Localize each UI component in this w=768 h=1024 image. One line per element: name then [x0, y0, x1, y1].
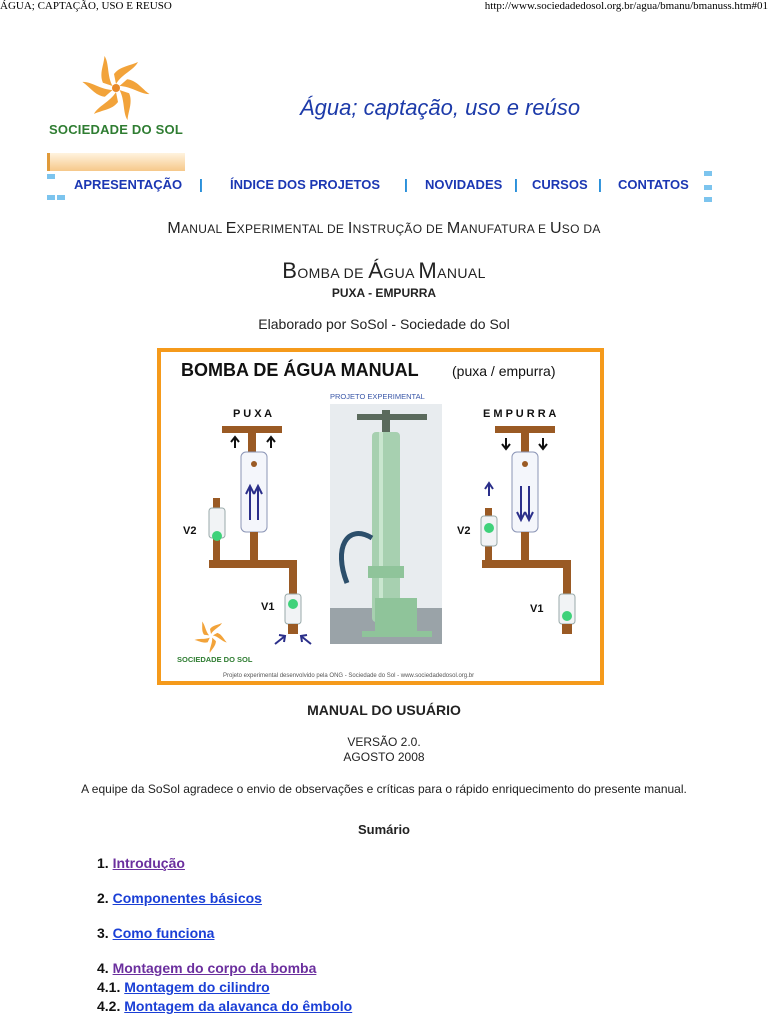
logo-text: SOCIEDADE DO SOL [49, 122, 183, 137]
nav-square-decoration [47, 174, 55, 179]
v2-label-right: V2 [457, 525, 471, 537]
nav-square-decoration [704, 171, 712, 176]
print-header-title: ÁGUA; CAPTAÇÃO, USO E REUSO [0, 0, 172, 12]
nav-cursos[interactable]: CURSOS [532, 177, 588, 192]
acknowledgement-text: A equipe da SoSol agradece o envio de observações e críticas para o rápido enriquecimento do presente manual. [81, 782, 687, 796]
nav-decoration [47, 153, 185, 171]
puxa-label: P U X A [233, 408, 273, 420]
main-nav [60, 177, 710, 195]
figure-title: BOMBA DE ÁGUA MANUAL [181, 360, 419, 380]
version-info [0, 735, 768, 765]
toc-link-montagem-corpo-bomba[interactable]: Montagem do corpo da bomba [112, 960, 317, 976]
sociedade-do-sol-logo[interactable] [46, 56, 186, 146]
print-header [0, 0, 768, 14]
toc-item: 3. Como funciona [97, 925, 215, 941]
figure-title-suffix: (puxa / empurra) [452, 363, 556, 379]
nav-apresentacao[interactable]: APRESENTAÇÃO [74, 177, 183, 192]
v1-label-right: V1 [530, 603, 544, 615]
version-date: AGOSTO 2008 [343, 750, 425, 764]
nav-novidades[interactable]: NOVIDADES [425, 177, 503, 192]
nav-separator: | [598, 176, 602, 192]
nav-square-decoration [47, 195, 55, 200]
pump-diagram-figure [157, 348, 604, 685]
version-number: VERSÃO 2.0. [347, 735, 421, 749]
author-line: Elaborado por SoSol - Sociedade do Sol [258, 316, 510, 332]
toc-link-montagem-cilindro[interactable]: Montagem do cilindro [124, 979, 270, 995]
pump-diagram [157, 348, 604, 685]
print-header-url: http://www.sociedadedosol.org.br/agua/bmanu/bmanuss.htm#01 [484, 0, 768, 12]
document-subtitle: PUXA - EMPURRA [331, 286, 437, 300]
nav-separator: | [404, 176, 408, 192]
pump-photo [330, 404, 442, 644]
v1-label-left: V1 [261, 601, 275, 613]
toc-link-como-funciona[interactable]: Como funciona [112, 925, 215, 941]
nav-contatos[interactable]: CONTATOS [618, 177, 689, 192]
toc-item: 4.2. Montagem da alavanca do êmbolo [97, 998, 353, 1014]
nav-indice-dos-projetos[interactable]: ÍNDICE DOS PROJETOS [230, 177, 381, 192]
figure-projeto-label: PROJETO EXPERIMENTAL [330, 392, 425, 401]
sun-swirl-icon [46, 56, 186, 120]
toc-link-montagem-alavanca-embolo[interactable]: Montagem da alavanca do êmbolo [124, 998, 353, 1014]
sumario-heading: Sumário [357, 822, 410, 837]
nav-separator: | [199, 176, 203, 192]
toc-item: 4.1. Montagem do cilindro [97, 979, 270, 995]
toc-link-introducao[interactable]: Introdução [112, 855, 185, 871]
manual-do-usuario-heading: MANUAL DO USUÁRIO [307, 702, 461, 718]
empurra-label: E M P U R R A [483, 408, 557, 420]
nav-separator: | [514, 176, 518, 192]
toc-item: 2. Componentes básicos [97, 890, 262, 906]
nav-square-decoration [704, 197, 712, 202]
v2-label-left: V2 [183, 525, 197, 537]
toc-link-componentes-basicos[interactable]: Componentes básicos [112, 890, 262, 906]
manual-heading: MANUAL EXPERIMENTAL DE INSTRUÇÃO DE MANUFATURA E USO DA [167, 220, 601, 237]
nav-square-decoration [57, 195, 65, 200]
toc-item: 4. Montagem do corpo da bomba [97, 960, 317, 976]
site-title: Água; captação, uso e reúso [300, 95, 581, 120]
toc-item: 1. Introdução [97, 855, 185, 871]
figure-logo-text: SOCIEDADE DO SOL [177, 655, 253, 664]
figure-footer: Projeto experimental desenvolvido pela ONG - Sociedade do Sol - www.sociedadedosol.org.br [223, 673, 475, 679]
document-title: BOMBA DE ÁGUA MANUAL [282, 258, 486, 283]
